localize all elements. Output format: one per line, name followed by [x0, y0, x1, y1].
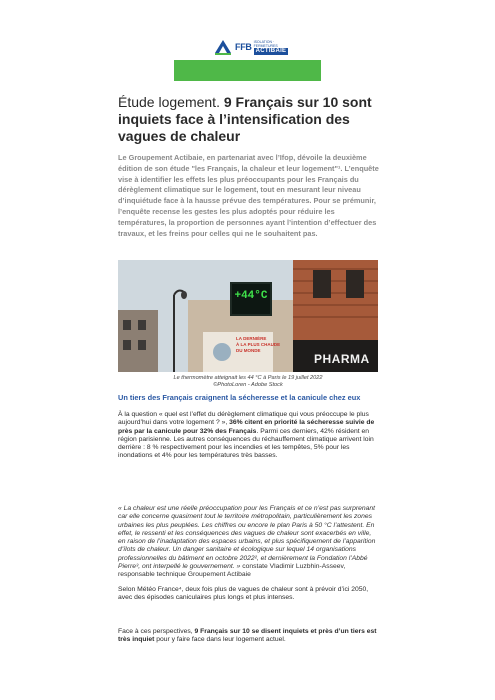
ffb-actibaie-logo [213, 37, 287, 57]
p4-text-a: Face à ces perspectives, [118, 628, 195, 635]
paragraph-meteo-france: Selon Météo France⁴, deux fois plus de vagues de chaleur sont à prévoir d’ici 2050, avec des épisodes caniculaires plus longs et plus intenses. [118, 586, 369, 602]
p4-highlight: 9 Français sur 10 se disent inquiets et près d’un tiers est très inquiet [118, 628, 377, 644]
logo-tagline: ISOLATION · FERMETURES [253, 39, 278, 48]
photo-caption [118, 375, 378, 389]
heatwave-photo [118, 260, 378, 372]
page-title [118, 94, 378, 145]
ffb-logo-icon [213, 37, 233, 57]
logo-ffb-text: FFB [235, 42, 252, 52]
quote-attribution: constate Vladimir Luzbhin-Asseev, responsable technique Groupement Actibaie [118, 563, 346, 579]
section-subheading: Un tiers des Français craignent la sécheresse et la canicule chez eux [118, 393, 361, 402]
pharmacy-sign-text: +44°C [234, 290, 268, 302]
p1-highlight: 36% citent en priorité la sécheresse suivie de près par la canicule pour 32% des Français [118, 419, 375, 435]
title-main: 9 Français sur 10 sont inquiets face à l’intensification des vagues de chaleur [118, 94, 372, 144]
logo-actibaie-text: ACTIBAIE [255, 47, 287, 54]
caption-credit: ©PhotoLoren - Adobe Stock [213, 382, 283, 388]
header-green-bar [174, 60, 321, 81]
poster-line-1: LA DERNIÈRE [236, 336, 267, 341]
quote-paragraph [118, 505, 380, 580]
poster-line-3: DU MONDE [236, 348, 261, 353]
paragraph-perspectives [118, 628, 380, 645]
p4-text-c: pour y faire face dans leur logement actuel. [154, 636, 286, 644]
page-header [0, 0, 495, 86]
poster-line-2: À LA PLUS CHAUDE [236, 342, 281, 347]
p1-text-a: À la question « quel est l’effet du dérèglement climatique qui vous préoccupe le plus aujourd’hui dans votre logement ? », [118, 411, 369, 427]
paragraph-survey-results [118, 411, 380, 461]
pharma-storefront-text: PHARMA [314, 352, 370, 366]
p1-text-c: . Parmi ces derniers, 42% résident en région parisienne. Les autres conséquences du réchauffement climatique arrivent loin derrière : 8 % respectivement pour les incendies et les tempêtes, 5% pour les inondations et 4% pour les températures très basses. [118, 427, 374, 460]
quote-text: « La chaleur est une réelle préoccupation pour les Français et ce n’est pas surprenant car elle concerne quasiment tout le territoire métropolitain, particulièrement les zones urbaines les plus peuplées. Les chiffres ou encore le plan Paris à 50 °C l’attestent. En effet, le ressenti et les conséquences des vagues de chaleur sont exacerbés en ville, en raison de l’inadaptation des espaces urbains, et plus spécifiquement de l’apparition d’îlots de chaleur. Un danger sanitaire et écologique sur lequel 14 organisations professionnelles du bâtiment en octobre 2022², et dernièrement la Fondation l’Abbé Pierre³, ont interpellé le gouvernement. » [118, 505, 376, 571]
title-prefix: Étude logement. [118, 94, 220, 110]
intro-paragraph: Le Groupement Actibaie, en partenariat avec l’Ifop, dévoile la deuxième édition de son étude "les Français, la chaleur et leur logement"¹. L’enquête vise à identifier les effets les plus préoccupants pour les Français du dérèglement climatique sur le logement, tout en mesurant leur niveau d’inquiétude face à la hausse prévue des températures. Pour se prémunir, l’enquête recense les gestes les plus adoptés pour réduire les températures, la proportion de personnes ayant l’intention d’effectuer des travaux, et les freins pour celles qui ne le souhaitent pas. [118, 153, 379, 238]
caption-line-1: Le thermomètre atteignait les 44 °C à Paris le 19 juillet 2022 [173, 375, 323, 381]
